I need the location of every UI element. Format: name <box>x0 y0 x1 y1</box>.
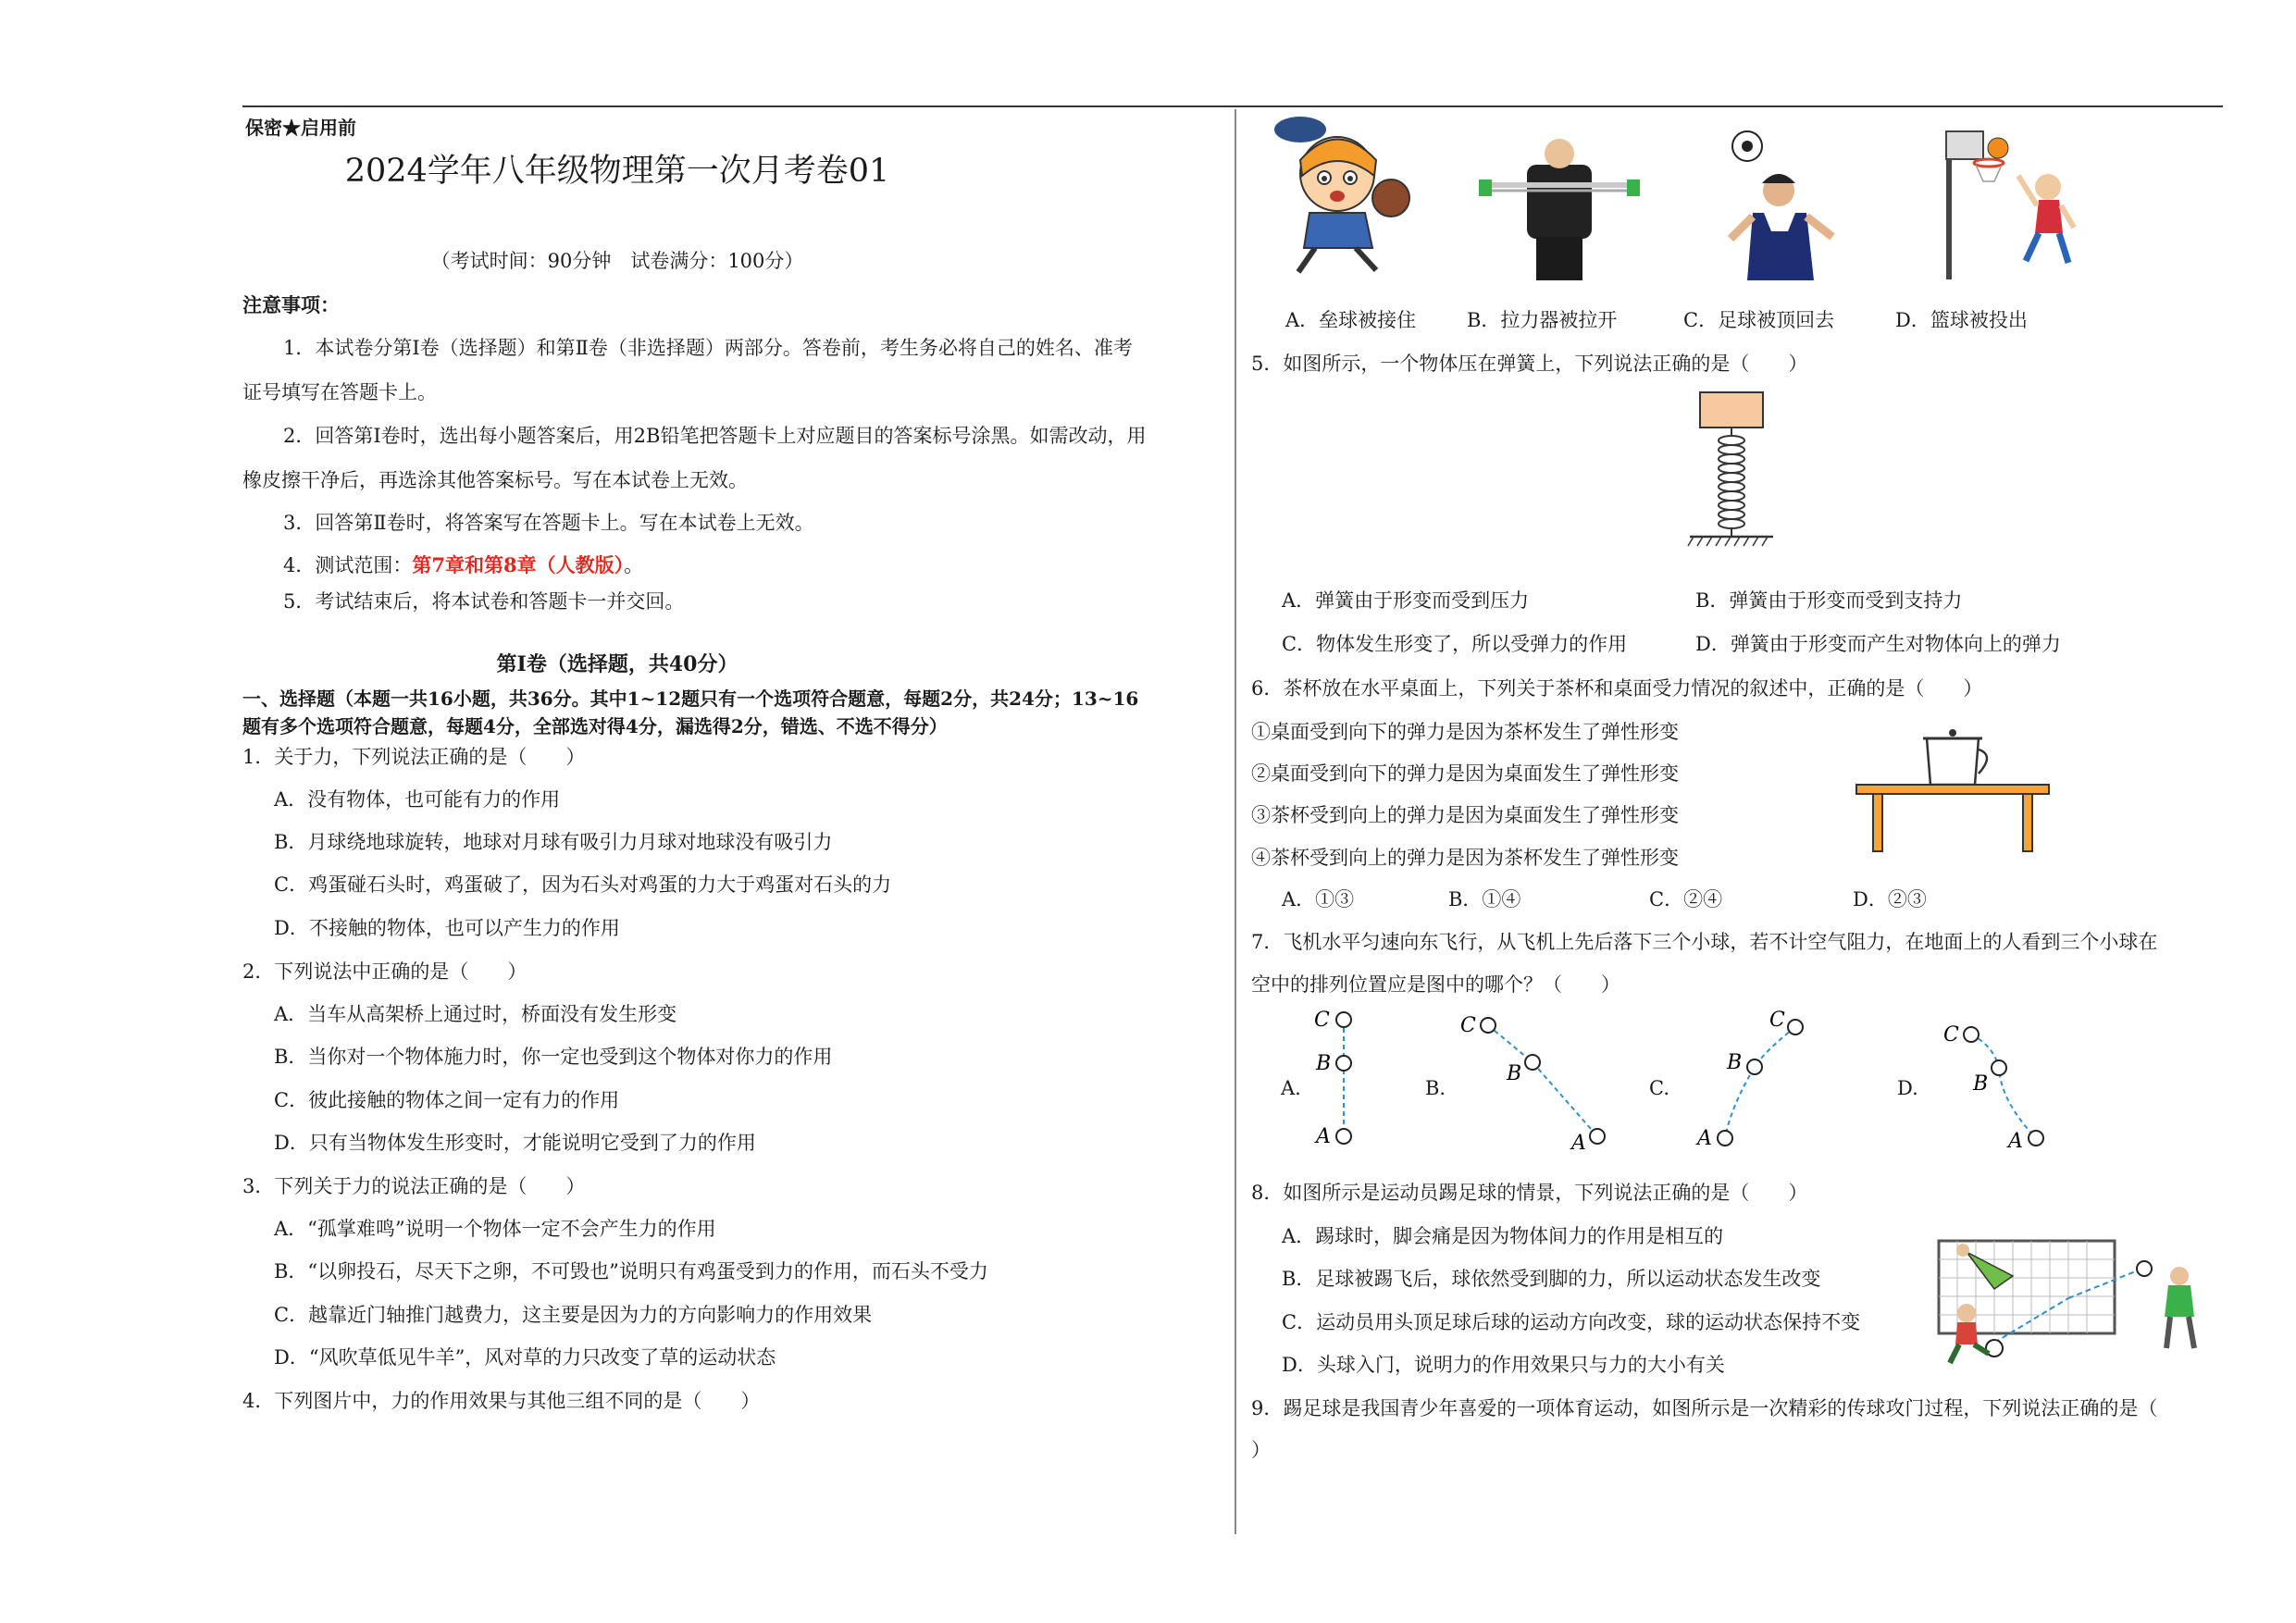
notice-item-5: 5．考试结束后，将本试卷和答题卡一并交回。 <box>283 590 685 613</box>
exam-info: （考试时间：90分钟 试卷满分：100分） <box>430 250 804 272</box>
q9-stem-line-1: 9．踢足球是我国青少年喜爱的一项体育运动，如图所示是一次精彩的传球攻门过程，下列说法正确的是（ <box>1251 1397 2158 1419</box>
q4-option-b: B．拉力器被拉开 <box>1467 309 1618 331</box>
q2-option-b: B．当你对一个物体施力时，你一定也受到这个物体对你力的作用 <box>274 1046 833 1068</box>
q6-statement-1: ①桌面受到向下的弹力是因为茶杯发生了弹性形变 <box>1251 721 1679 743</box>
q7-option-a-label: A. <box>1281 1077 1301 1099</box>
column-divider <box>1235 109 1236 1534</box>
q5-option-b: B．弹簧由于形变而受到支持力 <box>1695 589 1963 612</box>
q3-option-b: B．“以卵投石，尽天下之卵，不可毁也”说明只有鸡蛋受到力的作用，而石头不受力 <box>274 1260 988 1282</box>
q7-c-ball-c-label: C <box>1769 1009 1785 1032</box>
q5-option-d: D．弹簧由于形变而产生对物体向上的弹力 <box>1695 633 2061 655</box>
notice-item-1-line-1: 1．本试卷分第Ⅰ卷（选择题）和第Ⅱ卷（非选择题）两部分。答卷前，考生务必将自己的姓名、准考 <box>283 337 1133 359</box>
q8-option-d: D．头球入门，说明力的作用效果只与力的大小有关 <box>1282 1354 1725 1376</box>
q9-stem-line-2: ） <box>1251 1439 1271 1461</box>
q7-d-ball-c-label: C <box>1943 1023 1959 1047</box>
secret-label: 保密★启用前 <box>245 117 356 139</box>
q3-option-a: A．“孤掌难鸣”说明一个物体一定不会产生力的作用 <box>274 1218 716 1240</box>
spring-block-diagram <box>1684 389 1777 551</box>
q7-b-ball-c-label: C <box>1460 1014 1476 1037</box>
q6-option-d: D．②③ <box>1853 888 1927 911</box>
cup-on-table-diagram <box>1851 727 2054 852</box>
q1-stem: 1．关于力，下列说法正确的是（ ） <box>242 746 586 768</box>
basketball-shot-illustration <box>1930 122 2115 279</box>
q1-option-a: A．没有物体，也可能有力的作用 <box>274 788 561 811</box>
q7-stem-line-2: 空中的排列位置应是图中的哪个？（ ） <box>1251 973 1620 996</box>
q1-option-c: C．鸡蛋碰石头时，鸡蛋破了，因为石头对鸡蛋的力大于鸡蛋对石头的力 <box>274 873 892 896</box>
notice-item-2-line-1: 2．回答第Ⅰ卷时，选出每小题答案后，用2B铅笔把答题卡上对应题目的答案标号涂黑。如需改动，用 <box>283 425 1147 447</box>
q5-option-c: C．物体发生形变了，所以受弹力的作用 <box>1282 633 1628 655</box>
page-title: 2024学年八年级物理第一次月考卷01 <box>344 153 890 190</box>
section-intro-line-1: 一、选择题（本题一共16小题，共36分。其中1~12题只有一个选项符合题意，每题2分，共24分；13~16 <box>242 688 1139 710</box>
q7-option-d-diagram <box>1934 1009 2064 1157</box>
notice-item-4-prefix: 4．测试范围： <box>283 554 413 576</box>
q7-a-ball-c-label: C <box>1314 1009 1330 1032</box>
q3-option-d: D．“风吹草低见牛羊”，风对草的力只改变了草的运动状态 <box>274 1346 776 1369</box>
q1-option-b: B．月球绕地球旋转，地球对月球有吸引力月球对地球没有吸引力 <box>274 831 833 853</box>
q1-option-d: D．不接触的物体，也可以产生力的作用 <box>274 917 620 939</box>
q3-stem: 3．下列关于力的说法正确的是（ ） <box>242 1175 586 1197</box>
notice-item-4 <box>283 552 643 578</box>
notice-item-1-line-2: 证号填写在答题卡上。 <box>242 381 437 403</box>
q6-statement-3: ③茶杯受到向上的弹力是因为桌面发生了弹性形变 <box>1251 804 1679 826</box>
notice-item-3: 3．回答第Ⅱ卷时，将答案写在答题卡上。写在本试卷上无效。 <box>283 512 814 534</box>
q3-option-c: C．越靠近门轴推门越费力，这主要是因为力的方向影响力的作用效果 <box>274 1304 873 1326</box>
q2-stem: 2．下列说法中正确的是（ ） <box>242 960 527 983</box>
q6-option-b: B．①④ <box>1448 888 1521 911</box>
q8-option-c: C．运动员用头顶足球后球的运动方向改变，球的运动状态保持不变 <box>1282 1311 1861 1333</box>
top-rule <box>242 105 2223 107</box>
q4-stem: 4．下列图片中，力的作用效果与其他三组不同的是（ ） <box>242 1390 761 1412</box>
section-heading: 第Ⅰ卷（选择题，共40分） <box>496 652 738 676</box>
chest-expander-illustration <box>1471 137 1647 280</box>
q7-option-b-diagram <box>1457 1009 1623 1157</box>
q7-option-b-label: B. <box>1425 1077 1446 1099</box>
q2-option-c: C．彼此接触的物体之间一定有力的作用 <box>274 1089 620 1111</box>
baseball-catch-illustration <box>1272 109 1439 276</box>
q6-stem: 6．茶杯放在水平桌面上，下列关于茶杯和桌面受力情况的叙述中，正确的是（ ） <box>1251 677 1983 700</box>
q7-a-ball-a-label: A <box>1316 1125 1331 1148</box>
q2-option-a: A．当车从高架桥上通过时，桥面没有发生形变 <box>274 1003 677 1025</box>
q4-option-c: C．足球被顶回去 <box>1683 309 1835 331</box>
q6-option-c: C．②④ <box>1649 888 1723 911</box>
notice-item-2-line-2: 橡皮擦干净后，再选涂其他答案标号。写在本试卷上无效。 <box>242 469 748 491</box>
q4-option-a: A．垒球被接住 <box>1285 309 1417 331</box>
soccer-header-illustration <box>1721 128 1855 280</box>
q7-c-ball-a-label: A <box>1697 1127 1712 1150</box>
section-intro-line-2: 题有多个选项符合题意，每题4分，全部选对得4分，漏选得2分，错选、不选不得分） <box>242 715 948 737</box>
q8-option-a: A．踢球时，脚会痛是因为物体间力的作用是相互的 <box>1282 1225 1724 1247</box>
q6-statement-4: ④茶杯受到向上的弹力是因为茶杯发生了弹性形变 <box>1251 847 1679 869</box>
q5-option-a: A．弹簧由于形变而受到压力 <box>1282 589 1530 612</box>
q7-option-c-label: C. <box>1649 1077 1669 1099</box>
test-scope: 第7章和第8章（人教版） <box>412 553 625 576</box>
q8-stem: 8．如图所示是运动员踢足球的情景，下列说法正确的是（ ） <box>1251 1182 1808 1204</box>
q7-a-ball-b-label: B <box>1316 1052 1332 1075</box>
q7-b-ball-a-label: A <box>1571 1132 1586 1155</box>
q7-stem-line-1: 7．飞机水平匀速向东飞行，从飞机上先后落下三个小球，若不计空气阻力，在地面上的人看到三个小球在 <box>1251 931 2158 953</box>
q7-option-c-diagram <box>1684 1004 1814 1152</box>
q7-b-ball-b-label: B <box>1507 1062 1522 1085</box>
q7-d-ball-a-label: A <box>2008 1130 2023 1153</box>
q6-option-a: A．①③ <box>1282 888 1355 911</box>
q7-c-ball-b-label: B <box>1727 1051 1743 1074</box>
q5-stem: 5．如图所示，一个物体压在弹簧上，下列说法正确的是（ ） <box>1251 353 1808 375</box>
notice-heading: 注意事项： <box>242 293 340 316</box>
q6-statement-2: ②桌面受到向下的弹力是因为桌面发生了弹性形变 <box>1251 762 1679 785</box>
q7-option-d-label: D. <box>1897 1077 1918 1099</box>
q8-option-b: B．足球被踢飞后，球依然受到脚的力，所以运动状态发生改变 <box>1282 1268 1821 1290</box>
soccer-goal-illustration <box>1930 1233 2226 1365</box>
q7-option-a-diagram <box>1314 1004 1388 1152</box>
q7-d-ball-b-label: B <box>1973 1072 1989 1096</box>
q4-option-d: D．篮球被投出 <box>1895 309 2028 331</box>
q2-option-d: D．只有当物体发生形变时，才能说明它受到了力的作用 <box>274 1132 756 1154</box>
notice-item-4-suffix: 。 <box>624 554 644 576</box>
